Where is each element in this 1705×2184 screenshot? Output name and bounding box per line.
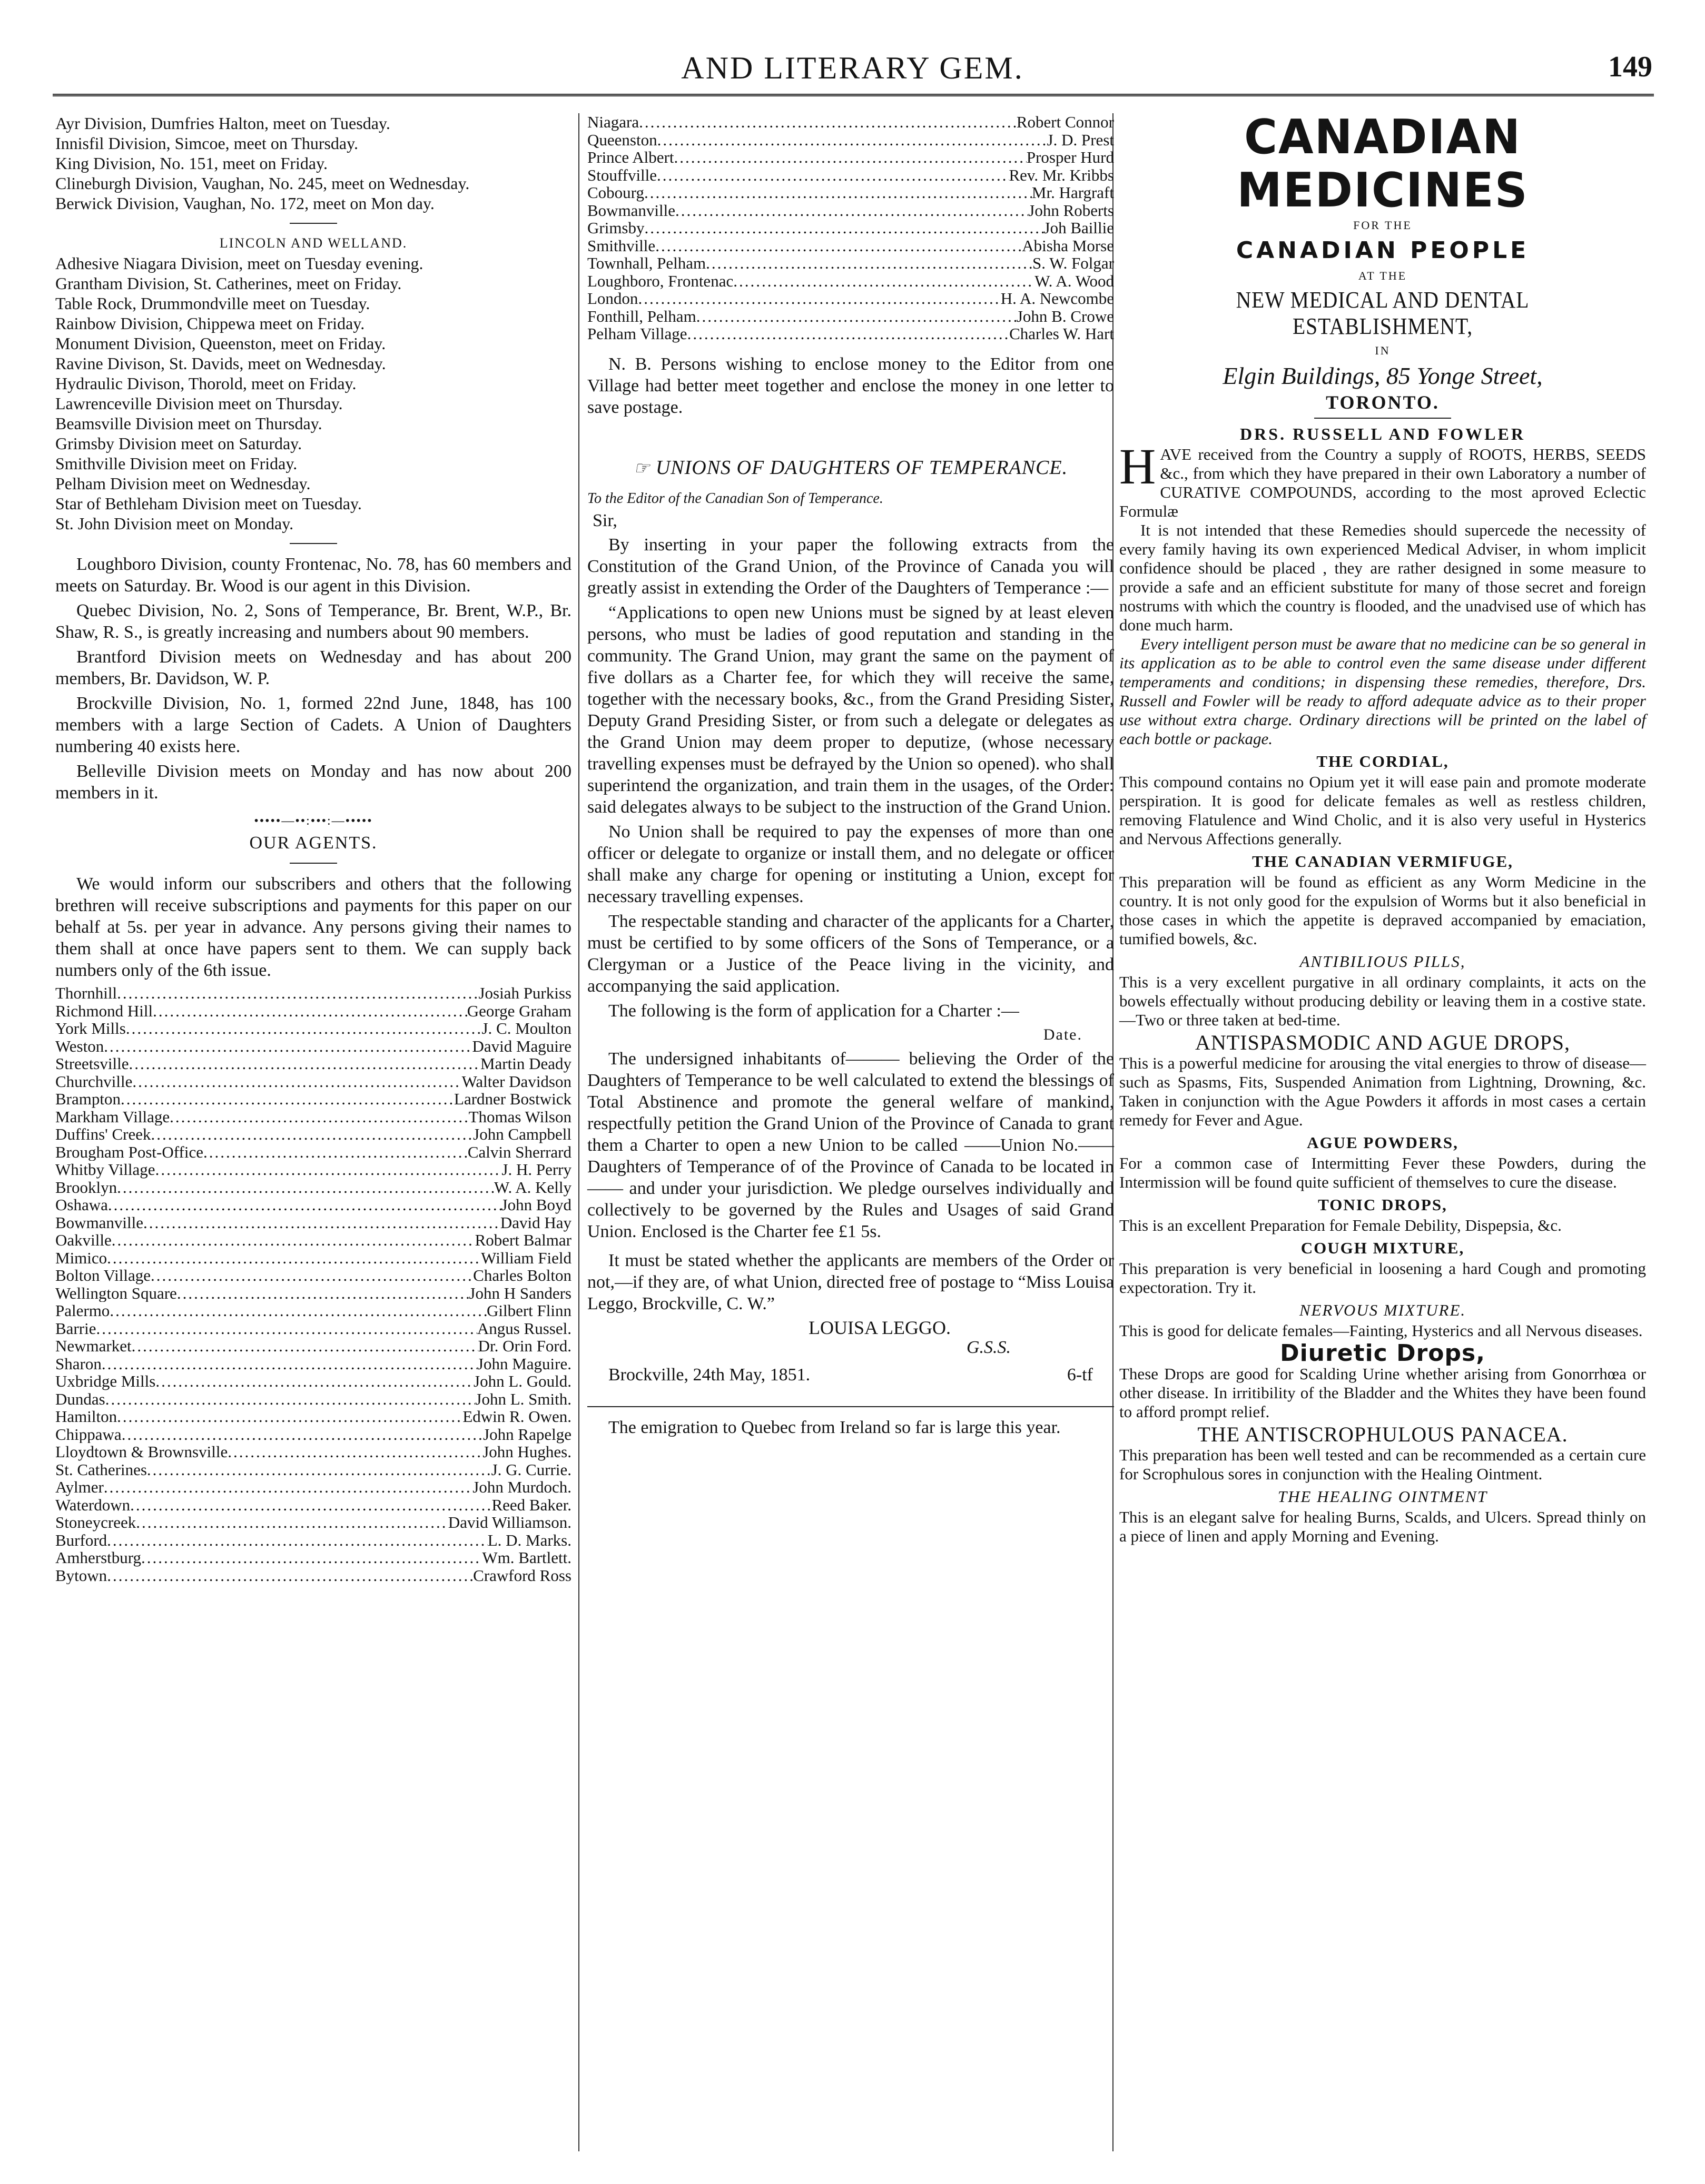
agent-row xyxy=(55,1443,571,1461)
leader-dots xyxy=(696,308,1017,325)
agent-row xyxy=(55,1320,571,1338)
intro-paragraph-2: It is not intended that these Remedies should supercede the necessity of every family having its own experienced Medical Adviser, in whom implicit confidence should be placed , they are rather designed in some measure to provide a safe and an efficient substitute for many of those secret and foreign nostrums with which the country is flooded, and the unadvised use of which has done much harm. xyxy=(1119,521,1646,634)
medicine-title: THE HEALING OINTMENT xyxy=(1277,1487,1488,1506)
agent-place: Brooklyn xyxy=(55,1178,117,1196)
medicine-description: This is good for delicate females—Fainting, Hysterics and all Nervous diseases. xyxy=(1119,1321,1643,1340)
divider xyxy=(290,543,337,544)
agent-name: Thomas Wilson xyxy=(468,1107,571,1126)
agent-row xyxy=(55,1478,571,1496)
ornament: •••••—••:•••:—••••• xyxy=(254,814,373,828)
agent-row xyxy=(587,308,1114,325)
leader-dots xyxy=(121,1090,454,1108)
division-item: Grimsby Division meet on Saturday. xyxy=(55,434,302,453)
leader-dots xyxy=(155,1161,502,1179)
leader-dots xyxy=(657,131,1047,149)
agent-row xyxy=(587,149,1114,166)
leader-dots xyxy=(675,202,1028,220)
agent-name: David Maguire xyxy=(472,1036,571,1055)
column-divider xyxy=(578,113,579,2151)
agent-place: Richmond Hill xyxy=(55,1002,153,1020)
medicine-title: THE CORDIAL, xyxy=(1316,752,1449,770)
agent-place: Brougham Post-Office xyxy=(55,1143,203,1161)
agent-place: Grimsby xyxy=(587,219,645,237)
agent-place: Waterdown xyxy=(55,1496,131,1514)
leader-dots xyxy=(102,1355,477,1373)
agent-row xyxy=(55,1090,571,1108)
intro-paragraph: HAVE received from the Country a supply of ROOTS, HERBS, SEEDS &c., from which they have prepared in their own Laboratory a number of CURATIVE COMPOUNDS, according to the most aproved Eclectic Formulæ xyxy=(1119,438,1646,520)
leader-dots xyxy=(117,1408,462,1426)
division-notes xyxy=(55,554,571,804)
agent-row xyxy=(55,1284,571,1302)
lincoln-division-list xyxy=(55,253,571,533)
division-item: Star of Bethleham Division meet on Tuesday. xyxy=(55,494,362,513)
leader-dots xyxy=(104,1037,472,1055)
leader-dots xyxy=(153,1002,467,1020)
agent-name: John Roberts xyxy=(1028,201,1114,220)
agent-place: Mimico xyxy=(55,1249,107,1267)
leader-dots xyxy=(203,1143,468,1161)
agent-name: S. W. Folgar xyxy=(1032,254,1114,272)
unions-title-text: UNIONS OF DAUGHTERS OF TEMPERANCE. xyxy=(655,456,1068,479)
agent-name: Rev. Mr. Kribbs xyxy=(1009,165,1114,184)
medicine-title: COUGH MIXTURE, xyxy=(1300,1239,1465,1257)
leader-dots xyxy=(132,1337,478,1355)
agent-place: Bolton Village xyxy=(55,1267,151,1284)
division-item: Innisfil Division, Simcoe, meet on Thursday. xyxy=(55,134,359,153)
leader-dots xyxy=(638,290,1000,308)
agent-name: Joh Baillie xyxy=(1043,219,1114,237)
agent-row xyxy=(55,1355,571,1373)
agent-row xyxy=(587,254,1114,272)
agent-name: Charles Bolton xyxy=(473,1266,571,1284)
unions-paragraph: By inserting in your paper the following extracts from the Constitution of the Grand Union, of the Province of Canada you will greatly assist in extending the Order of the Daughters of Temperance :— xyxy=(587,535,1114,598)
agent-row xyxy=(55,1161,571,1179)
medicine-title: AGUE POWDERS, xyxy=(1307,1133,1458,1152)
agent-name: David Hay xyxy=(500,1213,571,1232)
division-note: Brockville Division, No. 1, formed 22nd June, 1848, has 100 members with a large Section of Cadets. A Union of Daughters numbering 40 exists here. xyxy=(55,694,571,756)
agent-name: Angus Russel. xyxy=(477,1319,571,1338)
medicine-description: These Drops are good for Scalding Urine whether arising from Gonorrhœa or other disease. In irritibility of the Bladder and the Whites they have been found to afford prompt relief. xyxy=(1119,1365,1646,1421)
agent-place: Burford xyxy=(55,1531,107,1549)
agent-row xyxy=(55,1514,571,1531)
leader-dots xyxy=(655,237,1022,255)
medicine-title: ANTISPASMODIC AND AGUE DROPS, xyxy=(1195,1031,1571,1054)
leader-dots xyxy=(657,166,1009,184)
application-form: The undersigned inhabitants of——— believing the Order of the Daughters of Temperance to be well calculated to extend the blessings of Total Abstinence and promote the general welfare of mankind, respectfully petition the Grand Union of the Province of Canada to grant them a Charter to open a new Union to be called ——Union No.——Daughters of Temperance of of the Province of Canada to be located in—— and under your jurisdiction. We pledge ourselves individually and collectively to be governed by the Rules and Usages of said Grand Union. Enclosed is the Charter fee £1 5s. xyxy=(587,1049,1114,1241)
drop-cap: H xyxy=(1119,438,1156,495)
agent-name: Abisha Morse xyxy=(1022,236,1114,255)
agent-place: Streetsville xyxy=(55,1055,129,1073)
agent-place: St. Catherines xyxy=(55,1460,147,1478)
agent-row xyxy=(55,984,571,1002)
agent-place: Bowmanville xyxy=(587,201,676,219)
division-item: St. John Division meet on Monday. xyxy=(55,514,294,533)
agent-name: George Graham xyxy=(467,1001,571,1020)
agent-place: Wellington Square xyxy=(55,1284,177,1302)
agent-row xyxy=(587,272,1114,290)
page-header xyxy=(0,50,1705,97)
agent-name: Edwin R. Owen. xyxy=(462,1407,571,1426)
agent-place: Chippawa xyxy=(55,1425,122,1443)
agent-name: Martin Deady xyxy=(480,1054,571,1073)
lincoln-heading: LINCOLN AND WELLAND. xyxy=(219,235,408,251)
medicine-title: THE ANTISCROPHULOUS PANACEA. xyxy=(1197,1422,1568,1446)
agent-name: Josiah Purkiss xyxy=(478,984,571,1002)
city: TORONTO. xyxy=(1326,392,1440,413)
agents-intro: We would inform our subscribers and others that the following brethren will receive subscriptions and payments for this paper on our behalf at 5s. per year in advance. Any persons giving their names to them shall at once have papers sent to them. We can supply back numbers only of the 6th issue. xyxy=(55,874,571,980)
agent-row xyxy=(55,1231,571,1249)
agent-name: Prosper Hurd xyxy=(1026,148,1114,166)
agent-row xyxy=(55,1002,571,1020)
agent-name: L. D. Marks. xyxy=(487,1530,571,1549)
medicine-description: This is a very excellent purgative in all ordinary complaints, it acts on the bowels effectually without producing debility or leaving them in a costive state. —Two or three taken at bed-time. xyxy=(1119,973,1646,1029)
agent-place: Weston xyxy=(55,1037,104,1055)
divider xyxy=(290,223,337,224)
agent-place: Sharon xyxy=(55,1355,102,1372)
agents-heading: OUR AGENTS. xyxy=(249,833,378,853)
leader-dots xyxy=(177,1284,469,1302)
medicine-description: This preparation will be found as efficient as any Worm Medicine in the country. It is not only good for the expulsion of Worms but it also beneficial in those cases in which the appetite is depraved accompanied by emaciation, tumified bowels, &c. xyxy=(1119,873,1646,948)
agent-row xyxy=(55,1372,571,1390)
agent-place: Oshawa xyxy=(55,1196,108,1214)
agent-place: Stouffville xyxy=(587,166,657,184)
leader-dots xyxy=(155,1372,474,1390)
leader-dots xyxy=(151,1267,473,1284)
agent-row xyxy=(55,1214,571,1232)
division-note: Loughboro Division, county Frontenac, No. 78, has 60 members and meets on Saturday. Br. Wood is our agent in this Division. xyxy=(55,555,571,596)
agent-place: Hamilton xyxy=(55,1408,117,1426)
establishment-name: NEW MEDICAL AND DENTAL ESTABLISHMENT, xyxy=(1236,287,1530,339)
at-the: AT THE xyxy=(1358,269,1407,282)
agent-place: York Mills xyxy=(55,1020,126,1037)
agent-place: Whitby Village xyxy=(55,1161,155,1179)
agent-place: Dundas xyxy=(55,1390,105,1408)
agent-name: Crawford Ross xyxy=(473,1566,571,1585)
header-rule xyxy=(53,94,1654,96)
agent-row xyxy=(587,131,1114,149)
leader-dots xyxy=(129,1055,480,1073)
agent-row xyxy=(587,202,1114,220)
agent-name: John L. Gould. xyxy=(474,1372,571,1390)
leader-dots xyxy=(674,149,1026,166)
agent-place: Uxbridge Mills xyxy=(55,1372,156,1390)
leader-dots xyxy=(112,1231,475,1249)
division-list-top xyxy=(55,113,571,213)
agent-name: John Boyd xyxy=(501,1195,571,1214)
divider xyxy=(587,1406,1114,1407)
medicine-description: This preparation has been well tested and can be recommended as a certain cure for Scrophulous sores in conjunction with the Healing Ointment. xyxy=(1119,1446,1646,1483)
medicine-title: TONIC DROPS, xyxy=(1318,1195,1447,1214)
leader-dots xyxy=(706,254,1032,272)
leader-dots xyxy=(136,1514,448,1531)
agent-place: Townhall, Pelham xyxy=(587,254,706,272)
division-item: Clineburgh Division, Vaughan, No. 245, meet on Wednesday. xyxy=(55,174,470,193)
dateline: Brockville, 24th May, 1851. xyxy=(608,1365,811,1385)
agent-name: Wm. Bartlett. xyxy=(482,1548,571,1567)
agent-row xyxy=(587,290,1114,308)
agent-name: John Hughes. xyxy=(482,1442,571,1461)
agent-place: Fonthill, Pelham xyxy=(587,307,696,325)
emigration-note: The emigration to Quebec from Ireland so far is large this year. xyxy=(608,1417,1061,1437)
doctors-name: DRS. RUSSELL AND FOWLER xyxy=(1240,424,1525,443)
agent-row xyxy=(587,237,1114,255)
leader-dots xyxy=(107,1531,488,1549)
agent-place: Barrie xyxy=(55,1319,96,1337)
medicine-description: This is an excellent Preparation for Female Debility, Dispepsia, &c. xyxy=(1119,1216,1562,1234)
agent-row xyxy=(587,184,1114,202)
address: Elgin Buildings, 85 Yonge Street, xyxy=(1223,362,1543,389)
medicine-title: Diuretic Drops, xyxy=(1280,1340,1485,1367)
agent-row xyxy=(55,1179,571,1197)
agent-row xyxy=(587,325,1114,343)
for-the: FOR THE xyxy=(1353,219,1412,232)
agent-place: Aylmer xyxy=(55,1478,104,1496)
agent-place: Niagara xyxy=(587,113,639,131)
division-item: Smithville Division meet on Friday. xyxy=(55,454,298,473)
running-title: AND LITERARY GEM. xyxy=(681,51,1024,85)
pointing-hand-icon: ☞ xyxy=(633,458,651,478)
agent-name: John L. Smith. xyxy=(475,1389,571,1408)
agent-name: Walter Davidson xyxy=(461,1072,571,1091)
leader-dots xyxy=(644,184,1032,202)
agent-name: John Campbell xyxy=(473,1125,571,1143)
agent-name: Lardner Bostwick xyxy=(454,1090,571,1108)
agent-name: Reed Baker. xyxy=(491,1495,571,1514)
agent-row xyxy=(55,1461,571,1479)
agent-row xyxy=(55,1143,571,1161)
agent-place: Oakville xyxy=(55,1231,112,1249)
division-note: Brantford Division meets on Wednesday and has about 200 members, Br. Davidson, W. P. xyxy=(55,647,571,688)
leader-dots xyxy=(105,1390,476,1408)
in-word: IN xyxy=(1375,344,1391,357)
agent-place: Thornhill xyxy=(55,984,117,1002)
leader-dots xyxy=(733,272,1034,290)
leader-dots xyxy=(645,219,1044,237)
agent-place: Newmarket xyxy=(55,1337,132,1355)
agent-name: Charles W. Hart xyxy=(1009,324,1114,343)
leader-dots xyxy=(147,1461,491,1479)
leader-dots xyxy=(639,113,1017,131)
division-item: Monument Division, Queenston, meet on Friday. xyxy=(55,334,386,353)
leader-dots xyxy=(117,984,478,1002)
agent-row xyxy=(55,1390,571,1408)
agent-place: Smithville xyxy=(587,236,656,254)
issue-code: 6-tf xyxy=(1067,1365,1093,1385)
division-item: Adhesive Niagara Division, meet on Tuesday evening. xyxy=(55,254,423,273)
leader-dots xyxy=(228,1443,482,1461)
agent-row xyxy=(55,1020,571,1037)
agent-name: David Williamson. xyxy=(448,1513,571,1531)
leader-dots xyxy=(132,1073,461,1091)
agent-name: H. A. Newcombe xyxy=(1000,289,1114,308)
unions-paragraph: “Applications to open new Unions must be signed by at least eleven persons, who must be ladies of good reputation and standing in the community. The Grand Union, may grant the same on the payment of five dollars as a Charter fee, for which they will receive the same, together with the necessary books, &c., from the Grand Presiding Sister, Deputy Grand Presiding Sister, or from such a delegate or delegates as the Grand Union may deem proper to deputize, (whose necessary travelling expenses must be defrayed by the Union so opened). who shall superintend the organization, and train them in the usages, of the Order: said delegates always to be subject to the instruction of the Grand Union. xyxy=(587,602,1114,817)
dateline-row xyxy=(608,1365,1093,1385)
stated-note: It must be stated whether the applicants are members of the Order or not,—if they are, of what Union, directed free of postage to “Miss Louisa Leggo, Brockville, C. W.” xyxy=(587,1250,1114,1313)
agent-place: Markham Village xyxy=(55,1108,170,1125)
to-editor: To the Editor of the Canadian Son of Temperance. xyxy=(587,490,883,507)
agent-name: John Maguire. xyxy=(477,1354,571,1373)
agent-row xyxy=(55,1055,571,1073)
agent-row xyxy=(587,113,1114,131)
agent-name: W. A. Wood xyxy=(1034,271,1114,290)
agent-place: Bowmanville xyxy=(55,1213,144,1231)
agents-list xyxy=(55,984,571,1584)
medicine-title: NERVOUS MIXTURE. xyxy=(1299,1301,1466,1319)
nb-note: N. B. Persons wishing to enclose money to the Editor from one Village had better meet together and enclose the money in one letter to save postage. xyxy=(587,354,1114,417)
leader-dots xyxy=(141,1549,482,1567)
medicine-description: This is an elegant salve for healing Burns, Scalds, and Ulcers. Spread thinly on a piece of linen and apply Morning and Evening. xyxy=(1119,1508,1646,1545)
leader-dots xyxy=(687,325,1010,343)
agent-row xyxy=(55,1073,571,1091)
leader-dots xyxy=(126,1020,482,1037)
agent-name: J. G. Currie. xyxy=(491,1460,571,1479)
leader-dots xyxy=(107,1567,473,1585)
medicine-description: This preparation is very beneficial in loosening a hard Cough and promoting expectoration. Try it. xyxy=(1119,1259,1646,1297)
agent-name: Mr. Hargraft xyxy=(1031,183,1114,202)
agent-row xyxy=(55,1496,571,1514)
medicine-description: This compound contains no Opium yet it will ease pain and promote moderate perspiration. It is good for delicate females as well as restless children, removing Flatulence and Wind Cholic, and it is also very useful in Hysterics and Nervous Affections generally. xyxy=(1119,773,1646,848)
leader-dots xyxy=(117,1179,494,1197)
division-item: Beamsville Division meet on Thursday. xyxy=(55,414,322,433)
agent-place: Churchville xyxy=(55,1072,133,1090)
agent-name: William Field xyxy=(481,1248,571,1267)
division-item: Ayr Division, Dumfries Halton, meet on Tuesday. xyxy=(55,114,390,133)
signature-title: G.S.S. xyxy=(967,1337,1011,1357)
agent-row xyxy=(587,219,1114,237)
agent-place: London xyxy=(587,290,638,308)
medicine-title: ANTIBILIOUS PILLS, xyxy=(1299,952,1466,971)
agent-row xyxy=(587,166,1114,184)
agent-name: W. A. Kelly xyxy=(494,1178,571,1197)
agent-row xyxy=(55,1302,571,1320)
division-note: Belleville Division meets on Monday and has now about 200 members in it. xyxy=(55,762,571,803)
division-item: Lawrenceville Division meet on Thursday. xyxy=(55,394,343,413)
form-date: Date. xyxy=(1043,1025,1082,1043)
leader-dots xyxy=(107,1249,481,1267)
unions-title xyxy=(587,455,1114,481)
agent-row xyxy=(55,1249,571,1267)
agent-row xyxy=(55,1567,571,1585)
agent-row xyxy=(55,1549,571,1567)
agent-name: J. H. Perry xyxy=(501,1160,571,1179)
division-item: Hydraulic Divison, Thorold, meet on Friday. xyxy=(55,374,357,393)
leader-dots xyxy=(143,1214,500,1232)
agent-name: J. D. Prest xyxy=(1047,130,1114,149)
division-item: Berwick Division, Vaughan, No. 172, meet on Mon day. xyxy=(55,194,435,213)
agent-name: John B. Crowe xyxy=(1016,307,1114,325)
leader-dots xyxy=(122,1426,483,1444)
division-item: Pelham Division meet on Wednesday. xyxy=(55,474,311,493)
agent-row xyxy=(55,1108,571,1126)
leader-dots xyxy=(170,1108,469,1126)
division-item: Rainbow Division, Chippewa meet on Friday. xyxy=(55,314,365,333)
leader-dots xyxy=(104,1478,472,1496)
division-item: Ravine Divison, St. Davids, meet on Wednesday. xyxy=(55,354,386,373)
leader-dots xyxy=(110,1302,487,1320)
agent-name: Robert Balmar xyxy=(475,1231,571,1249)
medicine-list xyxy=(1119,752,1646,1546)
agent-place: Pelham Village xyxy=(587,325,687,343)
unions-paragraph: No Union shall be required to pay the expenses of more than one officer or delegate to organize or install them, and no delegate or officer shall make any charge for opening or instituting a Union, except for necessary travelling expenses. xyxy=(587,822,1114,906)
agent-place: Brampton xyxy=(55,1090,121,1108)
leader-dots xyxy=(151,1125,474,1143)
agent-row xyxy=(55,1125,571,1143)
unions-paragraph: The following is the form of application for a Charter :— xyxy=(608,1001,1019,1021)
column-right xyxy=(1119,110,1646,1546)
leader-dots xyxy=(108,1196,501,1214)
agent-place: Duffins' Creek xyxy=(55,1125,151,1143)
agent-name: Dr. Orin Ford. xyxy=(478,1337,571,1355)
agent-row xyxy=(55,1337,571,1355)
agent-row xyxy=(55,1267,571,1284)
column-middle xyxy=(587,113,1114,1441)
agent-name: Gilbert Flinn xyxy=(486,1301,571,1320)
agent-place: Loughboro, Frontenac xyxy=(587,272,734,290)
unions-body xyxy=(587,534,1114,1022)
agent-name: John Murdoch. xyxy=(472,1478,571,1496)
agent-name: John H Sanders xyxy=(469,1283,571,1302)
signature: LOUISA LEGGO. xyxy=(809,1317,951,1338)
agent-place: Palermo xyxy=(55,1302,110,1320)
unions-paragraph: The respectable standing and character of the applicants for a Charter, must be certified to by some officers of the Sons of Temperance, or a Clergyman or a Justice of the Peace living in the vicinity, and accompanying the said application. xyxy=(587,911,1114,996)
agent-place: Cobourg xyxy=(587,184,644,202)
agent-place: Amherstburg xyxy=(55,1549,142,1567)
medicine-description: This is a powerful medicine for arousing the vital energies to throw of disease—such as Spasms, Fits, Suspended Animation from Lightning, Drowning, &c. Taken in conjunction with the Ague Powders it affords in most cases a certain remedy for Fever and Ague. xyxy=(1119,1054,1646,1129)
division-item: Grantham Division, St. Catherines, meet on Friday. xyxy=(55,274,402,293)
division-item: King Division, No. 151, meet on Friday. xyxy=(55,154,328,173)
leader-dots xyxy=(130,1496,491,1514)
salutation: Sir, xyxy=(593,510,617,530)
agent-row xyxy=(55,1196,571,1214)
division-note: Quebec Division, No. 2, Sons of Temperance, Br. Brent, W.P., Br. Shaw, R. S., is greatly increasing and numbers about 90 members. xyxy=(55,601,571,642)
agent-place: Lloydtown & Brownsville xyxy=(55,1443,228,1461)
agent-name: John Rapelge xyxy=(483,1425,571,1444)
division-item: Table Rock, Drummondville meet on Tuesday. xyxy=(55,294,370,313)
ad-headline: CANADIAN MEDICINES xyxy=(1237,110,1529,218)
page-number: 149 xyxy=(1608,51,1652,83)
canadian-people: CANADIAN PEOPLE xyxy=(1236,237,1530,264)
agent-place: Bytown xyxy=(55,1566,107,1584)
divider xyxy=(290,863,337,864)
agent-row xyxy=(55,1531,571,1549)
agent-name: Robert Connor xyxy=(1016,113,1114,131)
agent-name: J. C. Moulton xyxy=(481,1019,571,1037)
leader-dots xyxy=(96,1320,477,1338)
agent-place: Queenston xyxy=(587,131,657,149)
agent-row xyxy=(55,1408,571,1426)
intro-paragraph-3: Every intelligent person must be aware that no medicine can be so general in its application as to be able to control even the same disease under different temperaments and conditions; in dispensing these remedies, therefore, Drs. Russell and Fowler will be ready to afford adequate advice as to their proper use without extra charge. Ordinary directions will be printed on the label of each bottle or package. xyxy=(1119,635,1646,748)
medicine-description: For a common case of Intermitting Fever these Powders, during the Intermission will be found quite sufficient of themselves to cure the disease. xyxy=(1119,1154,1646,1191)
divider xyxy=(1314,418,1451,419)
agent-name: Calvin Sherrard xyxy=(467,1142,571,1161)
agents-list-continued xyxy=(587,113,1114,343)
agent-place: Stoneycreek xyxy=(55,1514,136,1531)
column-left xyxy=(55,113,571,1584)
agent-row xyxy=(55,1426,571,1444)
agent-row xyxy=(55,1037,571,1055)
medicine-title: THE CANADIAN VERMIFUGE, xyxy=(1252,852,1513,871)
agent-place: Prince Albert xyxy=(587,149,674,166)
